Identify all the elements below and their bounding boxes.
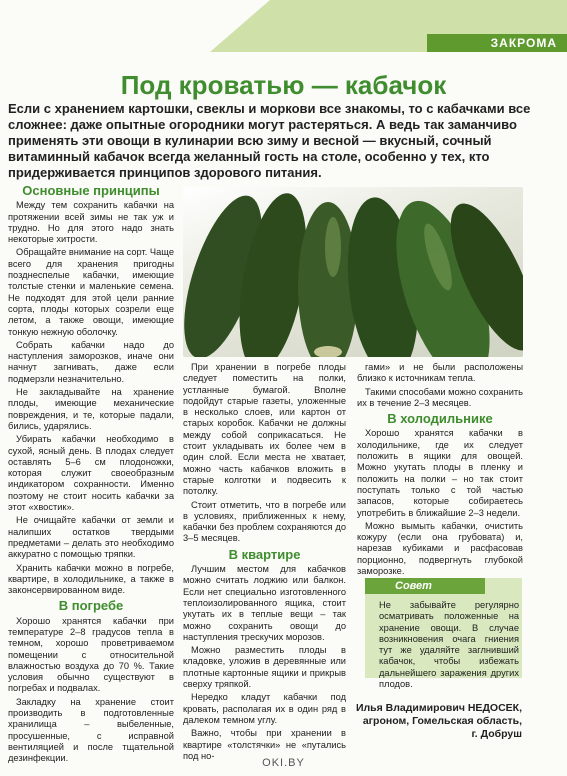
zucchini-photo <box>183 187 523 357</box>
heading-cellar: В погребе <box>58 598 124 614</box>
article-lead: Если с хранением картошки, свеклы и моркови все знакомы, то с кабачками все сложнее: даже опытные огородники могут растеряться. А ведь так заманчиво применять эти овощи в кулинарии всю зиму и весной — вкусный, сочный витаминный кабачок всегда желанный гость на столе, особенно у тех, кто придерживается принципов здорового питания. <box>8 101 531 180</box>
paragraph: Можно разместить плоды в кладовке, уложив в деревянные или плотные картонные ящики и прикрыв сверху тряпкой. <box>183 645 346 690</box>
tip-label: Совет <box>365 578 485 594</box>
heading-apartment: В квартире <box>228 546 301 562</box>
tip-box <box>365 578 522 690</box>
paragraph: Закладку на хранение стоит производить в подготовленные хранилища – выбеленные, просушенные, с исправной вентиляцией и после тщательной дезинфекции. <box>8 696 174 764</box>
paragraph: Не очищайте кабачки от земли и налипших остатков твердыми предметами – делать это необходимо аккуратно с помощью тряпки. <box>8 515 174 560</box>
tip-text: Не забывайте регулярно осматривать положенные на хранение овощи. В случае возникновения очага гниения тут же удаляйте заглнивший кабачок, чтобы избежать дальнейшего заражения других плодов. <box>379 600 519 690</box>
paragraph: Нередко кладут кабачки под кровать, располагая их в один ряд в далеком темном углу. <box>183 692 346 725</box>
column-2 <box>183 362 346 764</box>
section-rubric: ЗАКРОМА <box>427 34 567 52</box>
paragraph: Можно вымыть кабачки, очистить кожуру (если она грубовата) и, нарезав кубиками и расфасовав порционно, подвергнуть глубокой заморозке. <box>357 520 523 577</box>
paragraph: Хорошо хранятся кабачки в холодильнике, где их следует положить в ящики для овощей. Можно укутать плоды в пленку и положить на полки – но так стоит поступать только с той частью запасов, которые собираетесь употребить в ближайшие 2–3 недели. <box>357 428 523 518</box>
paragraph: Лучшим местом для кабачков можно считать лоджию или балкон. Если нет специально изготовленного теплоизолированного ящика, стоит укутать их в теплые вещи – так можно сохранить овощи до наступления трескучих морозов. <box>183 564 346 642</box>
paragraph: При хранении в погребе плоды следует поместить на полки, устланные бумагой. Вполне подойдут старые газеты, уложенные в несколько слоев, или картон от старых коробок. Кабачки не должны между собой соприкасаться. Не стоит укладывать их более чем в один слой. Если места не хватает, можно часть кабачков вложить в старые колготки и подвесить к потолку. <box>183 362 346 497</box>
watermark: OKI.BY <box>262 757 305 769</box>
author-signature <box>330 702 522 741</box>
paragraph: Хранить кабачки можно в погребе, квартире, в холодильнике, а также в законсервированном виде. <box>8 562 174 596</box>
heading-basic-principles: Основные принципы <box>22 183 160 198</box>
article-title: Под кроватью — кабачок <box>120 70 447 100</box>
author-name: Илья Владимирович НЕДОСЕК, <box>355 702 522 714</box>
author-role: агроном, Гомельская область, <box>362 715 522 727</box>
paragraph: Стоит отметить, что в погребе или в условиях, приближенных к нему, кабачки без проблем сохраняются до 3–5 месяцев. <box>183 499 346 544</box>
paragraph: Важно, чтобы при хранении в квартире «толстячки» не «путались под но- <box>183 728 346 761</box>
paragraph: Не закладывайте на хранение плоды, имеющие механические повреждения, и те, которые падали, бились, ударялись. <box>8 387 174 431</box>
paragraph: Такими способами можно сохранить их в течение 2–3 месяцев. <box>357 386 523 408</box>
column-1 <box>8 181 174 767</box>
paragraph: Обращайте внимание на сорт. Чаще всего для хранения пригодны позднеспелые кабачки, имеющие толстые стенки и маленькие семена. Не подходят для этой цели ранние сорта, плоды которых созрели еще летом, а также овощи, имеющие тонкую нежную оболочку. <box>8 247 174 337</box>
author-city: г. Добруш <box>471 728 522 740</box>
paragraph: Между тем сохранить кабачки на протяжении всей зимы не так уж и трудно. Но для этого надо знать некоторые хитрости. <box>8 200 174 245</box>
paragraph: Хорошо хранятся кабачки при температуре 2–8 градусов тепла в темном, хорошо проветриваемом помещении с относительной влажностью воздуха до 70 %. Такие условия обычно существуют в погребах и подвалах. <box>8 615 174 694</box>
paragraph: Убирать кабачки необходимо в сухой, ясный день. В плодах следует оставлять 5–6 см плодоножки, которая служит своеобразным индикатором сохранности. Именно поэтому не стоит носить кабачки за этот «хвостик». <box>8 434 174 513</box>
paragraph: гами» и не были расположены близко к источникам тепла. <box>357 362 523 384</box>
paragraph: Собрать кабачки надо до наступления заморозков, иначе они начнут загнивать, даже если подмерзли незначительно. <box>8 339 174 384</box>
column-3 <box>357 362 523 579</box>
heading-fridge: В холодильнике <box>387 411 493 427</box>
